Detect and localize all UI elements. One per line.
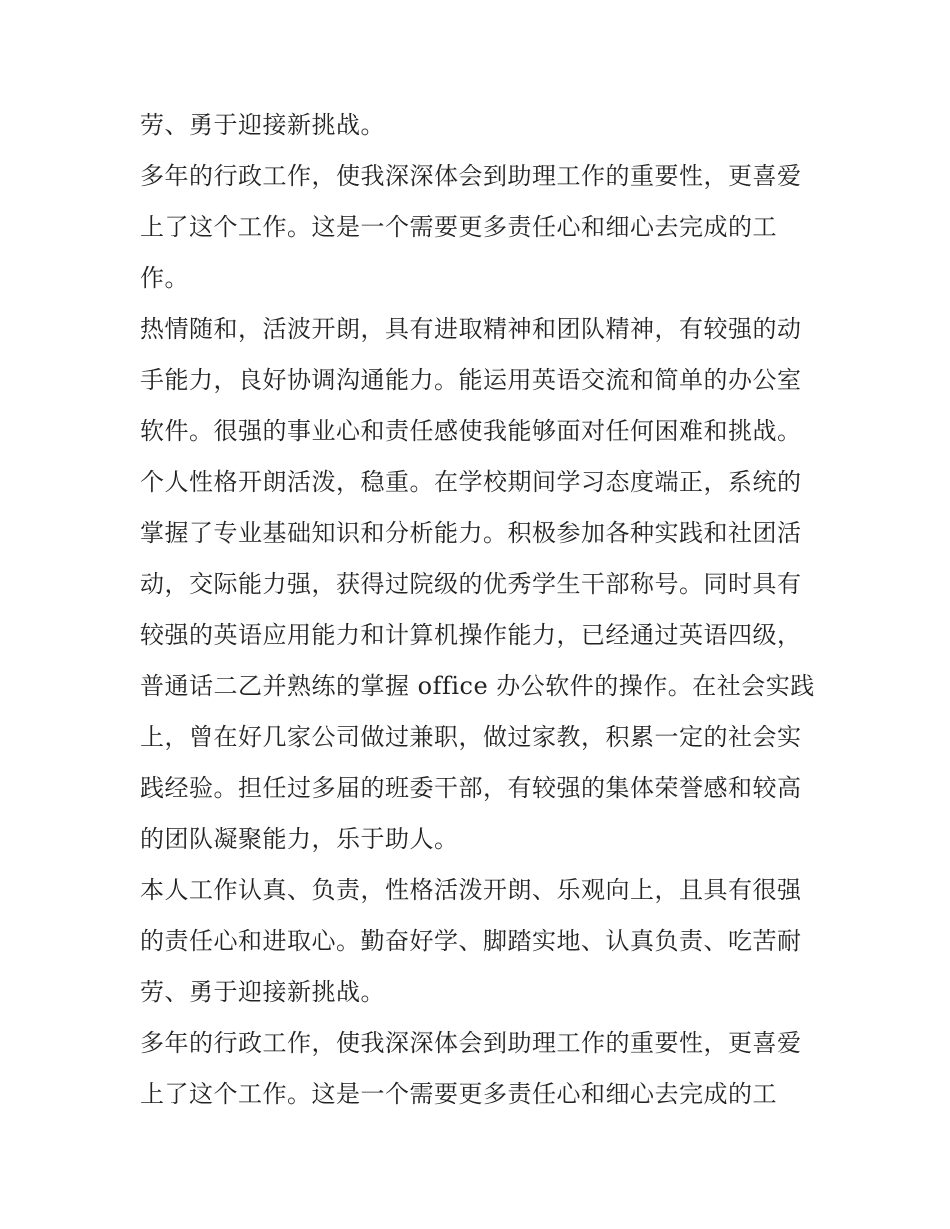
- text-line: 上，曾在好几家公司做过兼职，做过家教，积累一定的社会实: [140, 723, 802, 751]
- text-line: 热情随和，活波开朗，具有进取精神和团队精神，有较强的动: [140, 315, 802, 343]
- text-line: 践经验。担任过多届的班委干部，有较强的集体荣誉感和较高: [140, 774, 802, 802]
- text-line: 上了这个工作。这是一个需要更多责任心和细心去完成的工: [140, 1080, 777, 1108]
- text-line: 普通话二乙并熟练的掌握 office 办公软件的操作。在社会实践: [140, 672, 815, 700]
- text-line: 劳、勇于迎接新挑战。: [140, 111, 385, 139]
- text-line: 掌握了专业基础知识和分析能力。积极参加各种实践和社团活: [140, 519, 802, 547]
- text-line: 多年的行政工作，使我深深体会到助理工作的重要性，更喜爱: [140, 162, 802, 190]
- text-line: 多年的行政工作，使我深深体会到助理工作的重要性，更喜爱: [140, 1029, 802, 1057]
- text-line: 劳、勇于迎接新挑战。: [140, 978, 385, 1006]
- text-line: 较强的英语应用能力和计算机操作能力，已经通过英语四级，: [140, 621, 802, 649]
- text-line: 上了这个工作。这是一个需要更多责任心和细心去完成的工: [140, 213, 777, 241]
- text-line: 的团队凝聚能力，乐于助人。: [140, 825, 459, 853]
- document-body: [140, 100, 815, 1120]
- text-line: 本人工作认真、负责，性格活泼开朗、乐观向上，且具有很强: [140, 876, 802, 904]
- text-line: 作。: [140, 264, 189, 292]
- text-line: 手能力，良好协调沟通能力。能运用英语交流和简单的办公室: [140, 366, 802, 394]
- text-line: 软件。很强的事业心和责任感使我能够面对任何困难和挑战。: [140, 417, 802, 445]
- text-line: 个人性格开朗活泼，稳重。在学校期间学习态度端正，系统的: [140, 468, 802, 496]
- text-line: 动，交际能力强，获得过院级的优秀学生干部称号。同时具有: [140, 570, 802, 598]
- text-line: 的责任心和进取心。勤奋好学、脚踏实地、认真负责、吃苦耐: [140, 927, 802, 955]
